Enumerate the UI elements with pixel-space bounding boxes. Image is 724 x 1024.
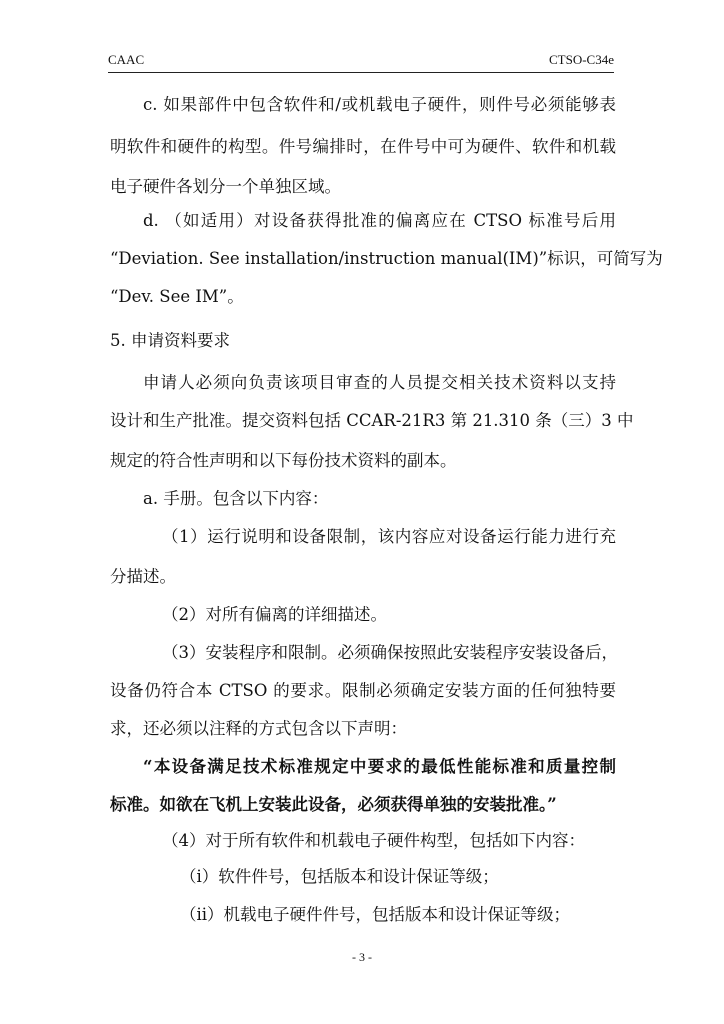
header-left: CAAC: [108, 52, 145, 67]
text-line: 设计和生产批准。提交资料包括 CCAR-21R3 第 21.310 条（三）3 中: [110, 411, 634, 430]
text-line: （1）运行说明和设备限制，该内容应对设备运行能力进行充: [162, 527, 616, 546]
section-heading: 5. 申请资料要求: [110, 331, 230, 350]
text-line: 分描述。: [110, 567, 176, 586]
header-right: CTSO-C34e: [549, 52, 614, 67]
bold-statement-line: 标准。如欲在飞机上安装此设备，必须获得单独的安装批准。”: [110, 795, 557, 814]
text-line: （i）软件件号，包括版本和设计保证等级；: [180, 867, 499, 886]
text-line: 申请人必须向负责该项目审查的人员提交相关技术资料以支持: [143, 373, 616, 392]
text-line: 规定的符合性声明和以下每份技术资料的副本。: [110, 451, 457, 470]
text-line: 电子硬件各划分一个单独区域。: [110, 177, 341, 196]
text-line: “Dev. See IM”。: [110, 287, 244, 306]
text-line: 明软件和硬件的构型。件号编排时，在件号中可为硬件、软件和机载: [110, 137, 616, 156]
bold-statement-line: “本设备满足技术标准规定中要求的最低性能标准和质量控制: [143, 757, 616, 776]
page-header: [108, 50, 614, 73]
text-line: （2）对所有偏离的详细描述。: [162, 605, 387, 624]
text-line: “Deviation. See installation/instruction manual(IM)”标识，可简写为: [110, 249, 663, 268]
text-line: （ii）机载电子硬件件号，包括版本和设计保证等级；: [180, 905, 571, 924]
text-line: d. （如适用）对设备获得批准的偏离应在 CTSO 标准号后用: [143, 211, 616, 230]
text-line: a. 手册。包含以下内容：: [143, 489, 329, 508]
text-line: c. 如果部件中包含软件和/或机载电子硬件，则件号必须能够表: [143, 95, 616, 114]
page-number: - 3 -: [352, 950, 372, 964]
text-line: （3）安装程序和限制。必须确保按照此安装程序安装设备后，: [162, 643, 618, 662]
text-line: 设备仍符合本 CTSO 的要求。限制必须确定安装方面的任何独特要: [110, 681, 616, 700]
text-line: （4）对于所有软件和机载电子硬件构型，包括如下内容：: [162, 831, 585, 850]
text-line: 求，还必须以注释的方式包含以下声明：: [110, 719, 407, 738]
